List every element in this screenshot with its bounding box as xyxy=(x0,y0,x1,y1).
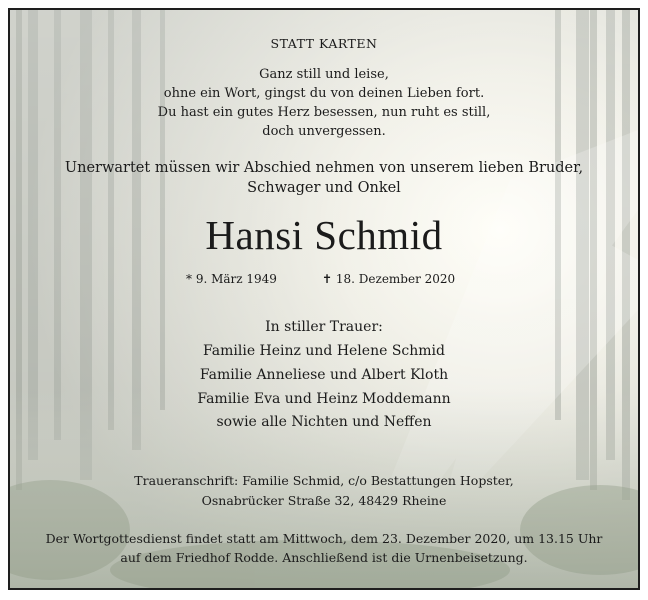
poem-line: ohne ein Wort, gingst du von deinen Lieben fort. xyxy=(163,86,485,101)
condolence-address: Osnabrücker Straße 32, 48429 Rheine xyxy=(201,493,447,508)
condolence-address: Traueranschrift: Familie Schmid, c/o Bestattungen Hopster, xyxy=(134,473,514,488)
deceased-name: Hansi Schmid xyxy=(205,212,443,258)
poem-line: Du hast ein gutes Herz besessen, nun ruht es still, xyxy=(157,105,491,120)
obituary-card xyxy=(8,8,640,590)
mourners-heading: In stiller Trauer: xyxy=(265,319,383,335)
card-header: STATT KARTEN xyxy=(270,36,378,51)
service-info: Der Wortgottesdienst findet statt am Mittwoch, dem 23. Dezember 2020, um 13.15 Uhr xyxy=(45,531,603,546)
mourner-family: sowie alle Nichten und Neffen xyxy=(216,414,432,430)
poem-line: doch unvergessen. xyxy=(262,124,386,139)
mourner-family: Familie Anneliese und Albert Kloth xyxy=(199,367,449,383)
mourner-family: Familie Heinz und Helene Schmid xyxy=(203,343,445,359)
death-date: ✝ 18. Dezember 2020 xyxy=(322,272,456,286)
poem-line: Ganz still und leise, xyxy=(259,67,389,82)
service-info: auf dem Friedhof Rodde. Anschließend ist die Urnenbeisetzung. xyxy=(120,550,528,565)
mourner-family: Familie Eva und Heinz Moddemann xyxy=(197,391,451,407)
intro-line: Schwager und Onkel xyxy=(247,180,401,196)
birth-date: * 9. März 1949 xyxy=(186,272,277,286)
intro-line: Unerwartet müssen wir Abschied nehmen von unserem lieben Bruder, xyxy=(64,160,584,176)
